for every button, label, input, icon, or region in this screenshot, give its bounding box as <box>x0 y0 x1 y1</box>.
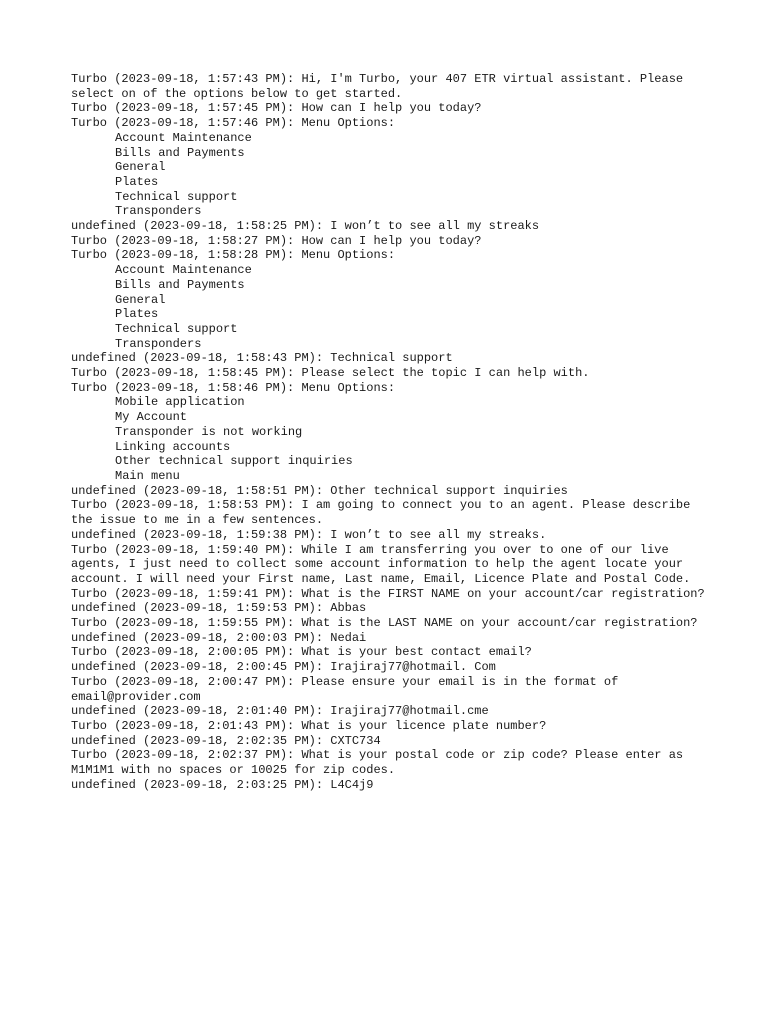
menu-option: Mobile application <box>115 395 245 410</box>
menu-option: Technical support <box>115 321 238 336</box>
chat-message: Turbo (2023-09-18, 1:59:41 PM): What is the FIRST NAME on your account/car registration? <box>71 586 705 601</box>
chat-message: undefined (2023-09-18, 1:59:38 PM): I won’t to see all my streaks. <box>71 527 547 542</box>
chat-message: Turbo (2023-09-18, 1:59:55 PM): What is the LAST NAME on your account/car registration? <box>71 616 698 631</box>
menu-option: Technical support <box>115 189 238 204</box>
chat-message: undefined (2023-09-18, 2:02:35 PM): CXTC734 <box>71 733 381 748</box>
chat-message: undefined (2023-09-18, 1:58:25 PM): I won’t to see all my streaks <box>71 219 540 234</box>
chat-message: Turbo (2023-09-18, 1:58:53 PM): I am going to connect you to an agent. Please describe the issue to me in a few sentences. <box>71 498 698 528</box>
chat-message: Turbo (2023-09-18, 2:00:47 PM): Please ensure your email is in the format of email@provider.com <box>71 674 626 704</box>
menu-option: Transponder is not working <box>115 424 303 439</box>
chat-transcript <box>71 72 711 792</box>
chat-message: Turbo (2023-09-18, 1:58:28 PM): Menu Options: <box>71 248 396 263</box>
menu-option: Other technical support inquiries <box>115 454 353 469</box>
chat-message: undefined (2023-09-18, 2:03:25 PM): L4C4j9 <box>71 777 374 792</box>
chat-message: Turbo (2023-09-18, 1:58:27 PM): How can I help you today? <box>71 233 482 248</box>
chat-message: Turbo (2023-09-18, 1:59:40 PM): While I am transferring you over to one of our live agents, I just need to collect some account information to help the agent locate your account. I will need your First name, Last name, Email, Licence Plate and Postal Code. <box>71 542 691 586</box>
chat-message: Turbo (2023-09-18, 2:01:43 PM): What is your licence plate number? <box>71 718 547 733</box>
chat-message: Turbo (2023-09-18, 1:58:45 PM): Please select the topic I can help with. <box>71 366 590 381</box>
chat-message: Turbo (2023-09-18, 2:00:05 PM): What is your best contact email? <box>71 645 532 660</box>
menu-option: Transponders <box>115 204 202 219</box>
menu-option: Bills and Payments <box>115 145 245 160</box>
chat-message: undefined (2023-09-18, 1:58:51 PM): Other technical support inquiries <box>71 483 568 498</box>
chat-message: undefined (2023-09-18, 1:58:43 PM): Technical support <box>71 351 453 366</box>
menu-option: Bills and Payments <box>115 277 245 292</box>
chat-message: Turbo (2023-09-18, 2:02:37 PM): What is your postal code or zip code? Please enter as M1M1M1 with no spaces or 10025 for zip codes. <box>71 748 691 778</box>
menu-option: Plates <box>115 174 159 189</box>
menu-option: Account Maintenance <box>115 130 252 145</box>
menu-option: My Account <box>115 410 188 425</box>
chat-message: undefined (2023-09-18, 2:01:40 PM): Irajiraj77@hotmail.cme <box>71 704 489 719</box>
chat-message: undefined (2023-09-18, 1:59:53 PM): Abbas <box>71 601 367 616</box>
chat-message: Turbo (2023-09-18, 1:57:46 PM): Menu Options: <box>71 116 396 131</box>
menu-option: Main menu <box>115 468 180 483</box>
menu-option: Plates <box>115 307 159 322</box>
chat-message: undefined (2023-09-18, 2:00:03 PM): Nedai <box>71 630 367 645</box>
menu-option: General <box>115 160 166 175</box>
chat-message: Turbo (2023-09-18, 1:58:46 PM): Menu Options: <box>71 380 396 395</box>
chat-message: Turbo (2023-09-18, 1:57:43 PM): Hi, I'm Turbo, your 407 ETR virtual assistant. Please select on of the options below to get started. <box>71 72 691 101</box>
menu-option: General <box>115 292 166 307</box>
menu-option: Account Maintenance <box>115 263 252 278</box>
chat-message: undefined (2023-09-18, 2:00:45 PM): Irajiraj77@hotmail. Com <box>71 660 496 675</box>
chat-message: Turbo (2023-09-18, 1:57:45 PM): How can I help you today? <box>71 101 482 116</box>
menu-option: Linking accounts <box>115 439 231 454</box>
menu-option: Transponders <box>115 336 202 351</box>
